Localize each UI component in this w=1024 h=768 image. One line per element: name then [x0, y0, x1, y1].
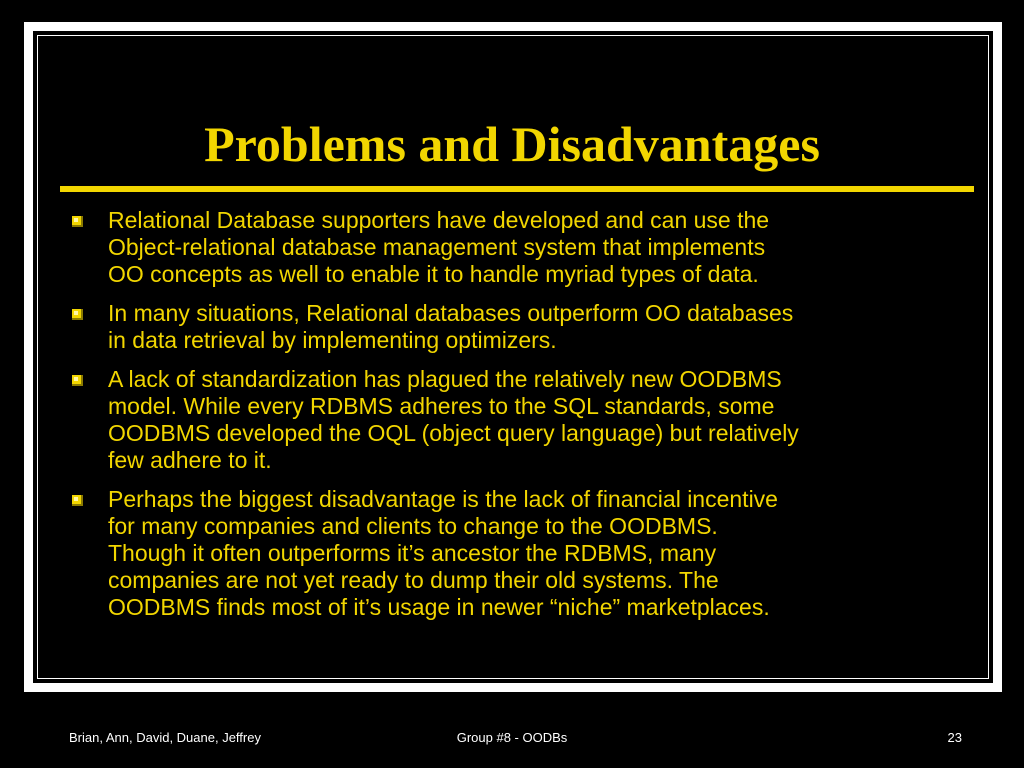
square-bullet-icon: [72, 309, 83, 320]
bullet-text: In many situations, Relational databases outperform OO databases in data retrieval by implementing optimizers.: [108, 300, 794, 353]
title-underline: [60, 186, 974, 192]
square-bullet-icon: [72, 375, 83, 386]
bullet-text: Relational Database supporters have developed and can use the Object-relational database management system that implements OO concepts as well to enable it to handle myriad types of data.: [108, 207, 770, 287]
bullet-item: [68, 207, 974, 288]
bullet-text: A lack of standardization has plagued the relatively new OODBMS model. While every RDBMS adheres to the SQL standards, some OODBMS developed the OQL (object query language) but relatively few adhere to it.: [108, 366, 799, 473]
bullet-item: [68, 366, 974, 474]
square-bullet-icon: [72, 216, 83, 227]
bullet-item: [68, 300, 974, 354]
bullet-list: [68, 207, 974, 633]
square-bullet-icon: [72, 495, 83, 506]
footer-authors: Brian, Ann, David, Duane, Jeffrey: [69, 730, 261, 745]
bullet-item: [68, 486, 974, 621]
footer-group: Group #8 - OODBs: [456, 730, 568, 745]
bullet-text: Perhaps the biggest disadvantage is the lack of financial incentive for many companies and clients to change to the OODBMS. Though it often outperforms it’s ancestor the RDBMS, many companies are not yet ready to dump their old systems. The OODBMS finds most of it’s usage in newer “niche” marketplaces.: [108, 486, 778, 620]
footer-page-number: 23: [947, 730, 962, 745]
slide-title: Problems and Disadvantages: [204, 116, 820, 172]
